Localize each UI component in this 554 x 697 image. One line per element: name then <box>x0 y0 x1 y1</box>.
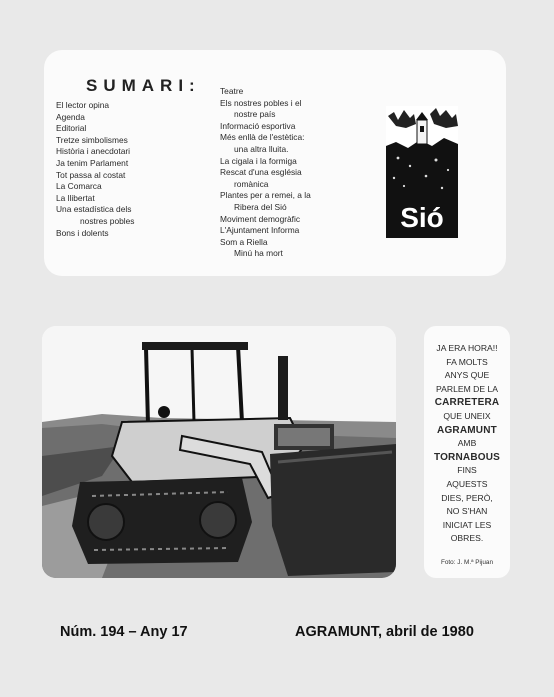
caption-line: FA MOLTS <box>446 356 488 367</box>
sumari-item: Bons i dolents <box>56 227 109 238</box>
sumari-item: L'Ajuntament Informa <box>220 225 300 236</box>
sumari-title: SUMARI: <box>86 76 201 95</box>
sumari-item: Editorial <box>56 123 87 134</box>
sumari-item: nostres pobles <box>80 215 135 226</box>
caption-emphasis: CARRETERA <box>434 397 500 409</box>
sumari-item: Més enllà de l'estètica: <box>220 132 305 143</box>
place-date: AGRAMUNT, abril de 1980 <box>295 624 474 640</box>
sumari-item: La cigala i la formiga <box>220 155 297 166</box>
sumari-item: Els nostres pobles i el <box>220 97 302 108</box>
sumari-item: una altra lluita. <box>234 143 289 154</box>
sumari-item: Rescat d'una església <box>220 167 302 178</box>
caption-line: QUE UNEIX <box>443 410 491 421</box>
caption-line: AQUESTS <box>446 478 488 489</box>
caption-line-emphasis <box>424 451 510 465</box>
sio-logo <box>386 106 458 238</box>
caption-line: ANYS QUE <box>444 370 490 381</box>
sumari-item: La llibertat <box>56 192 95 203</box>
photo-excavator <box>42 326 396 578</box>
caption-emphasis: TORNABOUS <box>433 451 501 463</box>
caption-line: DIES, PERÒ, <box>441 492 493 503</box>
caption-line: AMB <box>457 438 477 449</box>
sumari-column-1 <box>56 100 206 239</box>
sumari-item: Informació esportiva <box>220 120 296 131</box>
sumari-item: Història i anecdotari <box>56 146 131 157</box>
sumari-item: Moviment demogràfic <box>220 213 301 224</box>
caption-line: FINS <box>457 465 477 476</box>
caption-line: INICIAT LES <box>442 519 492 530</box>
sumari-item: Ribera del Sió <box>234 201 287 212</box>
excavator-photo-illustration <box>42 326 396 578</box>
caption-line: JA ERA HORA!! <box>436 343 498 353</box>
sumari-item: Agenda <box>56 111 85 122</box>
sumari-item: La Comarca <box>56 181 102 192</box>
sumari-item: Ja tenim Parlament <box>56 157 129 168</box>
caption-text <box>424 342 510 546</box>
sumari-panel <box>44 50 506 276</box>
caption-line-emphasis <box>424 424 510 438</box>
sio-logo-text: Sió <box>400 202 444 233</box>
photo-credit: Foto: J. M.ª Pijuan <box>440 559 494 566</box>
sumari-column-2 <box>220 86 370 260</box>
sumari-item: Som a Riella <box>220 236 268 247</box>
caption-line: PARLEM DE LA <box>436 383 498 394</box>
sio-logo-graphic <box>386 106 458 238</box>
sumari-item: Tot passa al costat <box>56 169 126 180</box>
caption-panel <box>424 326 510 578</box>
sumari-item: Teatre <box>220 86 244 96</box>
issue-number: Núm. 194 – Any 17 <box>60 624 188 640</box>
sumari-item: El lector opina <box>56 100 110 110</box>
caption-line: NO S'HAN <box>446 506 488 517</box>
sumari-item: Una estadística dels <box>56 204 132 215</box>
sumari-item: romànica <box>234 178 269 189</box>
sumari-item: Plantes per a remei, a la <box>220 190 311 201</box>
caption-line-emphasis <box>424 396 510 410</box>
sumari-item: nostre país <box>234 109 276 120</box>
sumari-item: Tretze simbolismes <box>56 134 128 145</box>
sumari-item: Minú ha mort <box>234 248 283 259</box>
caption-emphasis: AGRAMUNT <box>437 424 497 436</box>
caption-line: OBRES. <box>450 533 484 544</box>
